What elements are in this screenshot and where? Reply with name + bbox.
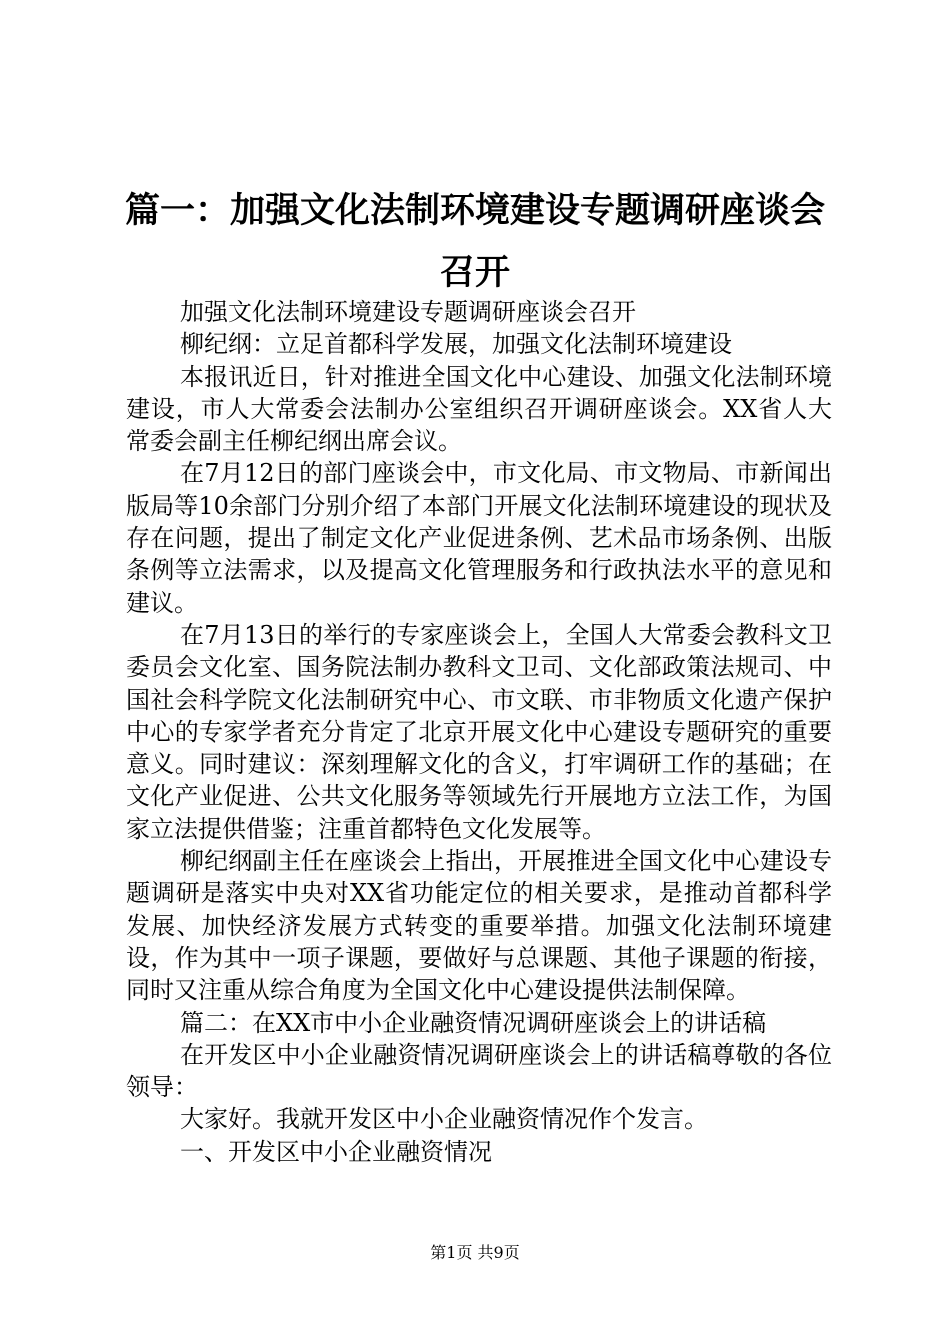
paragraph: 大家好。我就开发区中小企业融资情况作个发言。 — [180, 1105, 708, 1134]
paragraph: 在7月12日的部门座谈会中，市文化局、市文物局、市新闻出版局等10余部门分别介绍了本部门开展文化法制环境建设的现状及存在问题，提出了制定文化产业促进条例、艺术品市场条例、出版条例等立法需求，以及提高文化管理服务和行政执法水平的意见和建议。 — [126, 459, 832, 617]
paragraph: 在7月13日的举行的专家座谈会上，全国人大常委会教科文卫委员会文化室、国务院法制办教科文卫司、文化部政策法规司、中国社会科学院文化法制研究中心、市文联、市非物质文化遗产保护中心的专家学者充分肯定了北京开展文化中心建设专题研究的重要意义。同时建议：深刻理解文化的含义，打牢调研工作的基础；在文化产业促进、公共文化服务等领域先行开展地方立法工作，为国家立法提供借鉴；注重首都特色文化发展等。 — [126, 620, 832, 843]
section-heading: 一、开发区中小企业融资情况 — [180, 1137, 492, 1166]
document-body — [126, 296, 832, 1168]
section-heading: 篇二：在XX市中小企业融资情况调研座谈会上的讲话稿 — [180, 1008, 767, 1037]
paragraph-subtitle: 加强文化法制环境建设专题调研座谈会召开 — [180, 298, 636, 326]
paragraph-headline: 柳纪纲：立足首都科学发展，加强文化法制环境建设 — [180, 330, 732, 359]
paragraph: 本报讯近日，针对推进全国文化中心建设、加强文化法制环境建设，市人大常委会法制办公室组织召开调研座谈会。XX省人大常委会副主任柳纪纲出席会议。 — [126, 362, 832, 456]
document-title: 篇一：加强文化法制环境建设专题调研座谈会召开 — [124, 191, 825, 293]
paragraph: 在开发区中小企业融资情况调研座谈会上的讲话稿尊敬的各位领导： — [126, 1040, 832, 1102]
paragraph: 柳纪纲副主任在座谈会上指出，开展推进全国文化中心建设专题调研是落实中央对XX省功能定位的相关要求，是推动首都科学发展、加快经济发展方式转变的重要举措。加强文化法制环境建设，作为其中一项子课题，要做好与总课题、其他子课题的衔接，同时又注重从综合角度为全国文化中心建设提供法制保障。 — [126, 847, 832, 1005]
page-number-footer: 第1页 共9页 — [430, 1243, 520, 1262]
